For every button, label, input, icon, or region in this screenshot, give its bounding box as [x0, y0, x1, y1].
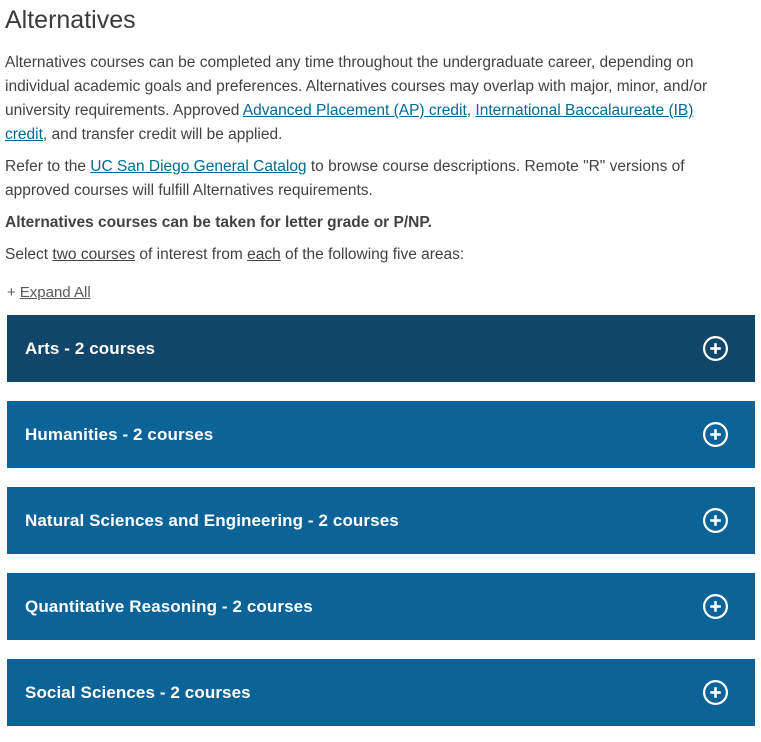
paragraph-text: to browse course descriptions. Remote "R" versions of approved courses will fulfill Alternatives requirements. [5, 158, 685, 199]
paragraph-text: of the following five areas: [280, 246, 465, 263]
each-emphasis: each [247, 246, 281, 263]
intro-paragraph-2 [5, 155, 735, 203]
expand-all-link[interactable]: Expand All [19, 284, 91, 301]
accordion-quantitative-reasoning[interactable] [7, 573, 755, 640]
plus-circle-icon [702, 507, 729, 534]
two-courses-emphasis: two courses [52, 246, 136, 263]
plus-circle-icon [702, 593, 729, 620]
accordion-label: Arts - 2 courses [25, 338, 156, 358]
general-catalog-link[interactable]: UC San Diego General Catalog [90, 158, 307, 175]
plus-circle-icon [702, 679, 729, 706]
alternatives-accordion [7, 315, 755, 726]
paragraph-text: , and transfer credit will be applied. [42, 126, 283, 143]
intro-text-column [5, 51, 735, 267]
paragraph-text: of interest from [135, 246, 248, 263]
accordion-label: Humanities - 2 courses [25, 424, 214, 444]
accordion-social-sciences[interactable] [7, 659, 755, 726]
ap-credit-link[interactable]: Advanced Placement (AP) credit [242, 102, 467, 119]
accordion-label: Natural Sciences and Engineering - 2 courses [25, 510, 399, 530]
grade-option-statement: Alternatives courses can be taken for letter grade or P/NP. [5, 214, 432, 231]
plus-icon: + [7, 284, 16, 301]
accordion-arts[interactable] [7, 315, 755, 382]
accordion-humanities[interactable] [7, 401, 755, 468]
accordion-label: Social Sciences - 2 courses [25, 682, 251, 702]
paragraph-text: , [466, 102, 476, 119]
expand-all-row [7, 283, 761, 303]
accordion-natural-sciences-engineering[interactable] [7, 487, 755, 554]
ib-credit-link[interactable]: International Baccalaureate (IB) credit [5, 102, 694, 143]
paragraph-text: Select [5, 246, 53, 263]
accordion-label: Quantitative Reasoning - 2 courses [25, 596, 313, 616]
paragraph-text: Refer to the [5, 158, 91, 175]
plus-circle-icon [702, 335, 729, 362]
selection-instructions [5, 243, 735, 267]
intro-paragraph-1 [5, 51, 735, 147]
page-title: Alternatives [5, 6, 136, 34]
paragraph-text: Alternatives courses can be completed any time throughout the undergraduate career, depending on individual academic goals and preferences. Alternatives courses may overlap with major, minor, and/or university requirements. Approved [5, 54, 708, 119]
plus-circle-icon [702, 421, 729, 448]
